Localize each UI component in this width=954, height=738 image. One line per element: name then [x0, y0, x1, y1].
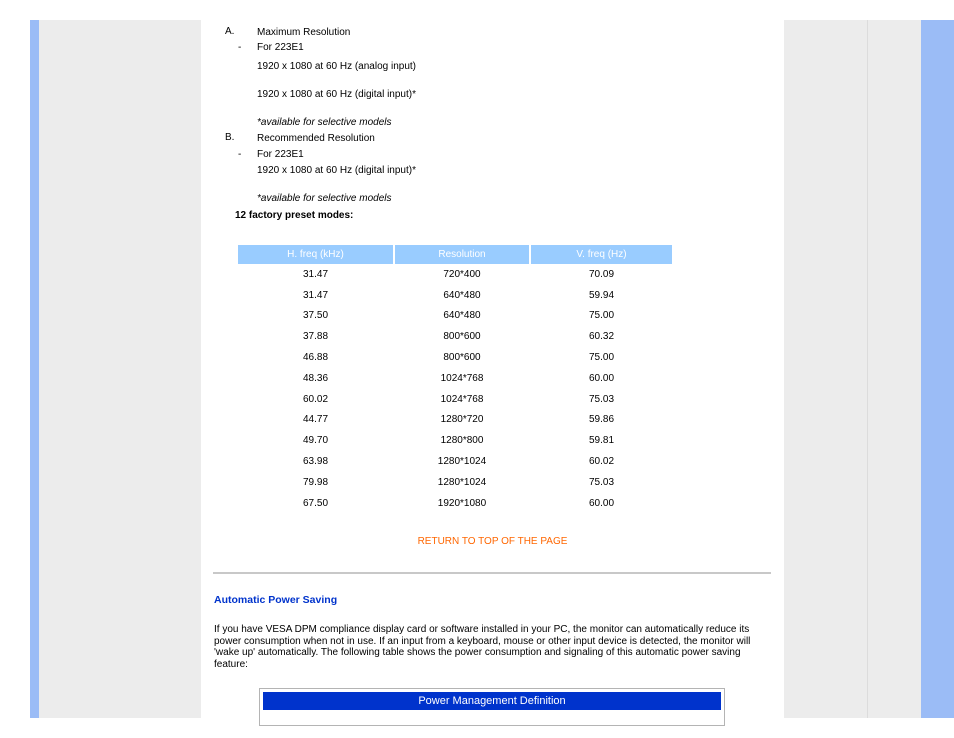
- resolution-cell: 1920*1080: [437, 497, 487, 509]
- hfreq-cell: 60.02: [302, 393, 329, 405]
- resolution-cell: 720*400: [443, 268, 481, 280]
- resolution-cell: 800*600: [443, 352, 481, 364]
- right-blue-bar: [921, 20, 954, 718]
- rec-res-model: For 223E1: [257, 149, 304, 160]
- hfreq-cell: 44.77: [302, 414, 329, 426]
- resolution-cell: 1280*1024: [437, 476, 487, 488]
- resolution-cell: 1280*800: [440, 435, 484, 447]
- col-header-resolution: Resolution: [395, 245, 529, 264]
- table-row: [238, 264, 672, 285]
- vfreq-cell: 60.00: [588, 372, 615, 384]
- col-header-vfreq: V. freq (Hz): [531, 245, 672, 264]
- list-marker-a: A.: [225, 26, 235, 37]
- power-management-table: [259, 688, 725, 726]
- power-management-header: Power Management Definition: [263, 692, 721, 710]
- left-gray-margin: [39, 20, 201, 718]
- hfreq-cell: 37.50: [302, 310, 329, 322]
- hfreq-cell: 31.47: [302, 268, 329, 280]
- col-header-hfreq: H. freq (kHz): [238, 245, 393, 264]
- preset-modes-title: 12 factory preset modes:: [235, 210, 354, 221]
- vfreq-cell: 60.32: [588, 331, 615, 343]
- rec-res-digital: 1920 x 1080 at 60 Hz (digital input)*: [257, 165, 416, 176]
- hfreq-cell: 46.88: [302, 352, 329, 364]
- vfreq-cell: 75.00: [588, 310, 615, 322]
- max-res-model: For 223E1: [257, 42, 304, 53]
- table-row: [238, 493, 672, 514]
- max-res-note: *available for selective models: [257, 117, 392, 128]
- section-divider: [213, 572, 771, 574]
- resolution-cell: 640*480: [443, 310, 481, 322]
- hfreq-cell: 48.36: [302, 372, 329, 384]
- hfreq-cell: 37.88: [302, 331, 329, 343]
- rec-res-note: *available for selective models: [257, 193, 392, 204]
- table-row: [238, 472, 672, 493]
- vfreq-cell: 60.00: [588, 497, 615, 509]
- table-row: [238, 326, 672, 347]
- table-row: [238, 285, 672, 306]
- vfreq-cell: 75.00: [588, 352, 615, 364]
- max-resolution-label: Maximum Resolution: [257, 27, 351, 38]
- list-dash-a: -: [238, 42, 242, 53]
- list-dash-b: -: [238, 149, 242, 160]
- table-header-row: [238, 245, 672, 264]
- power-saving-title: Automatic Power Saving: [214, 594, 338, 606]
- power-saving-paragraph: If you have VESA DPM compliance display card or software installed in your PC, the monitor can automatically reduce its power consumption when not in use. If an input from a keyboard, mouse or other input device is detected, the monitor will 'wake up' automatically. The following table shows the power consumption and signaling of this automatic power saving feature:: [214, 624, 751, 670]
- vfreq-cell: 75.03: [588, 476, 615, 488]
- list-marker-b: B.: [225, 132, 235, 143]
- table-row: [238, 410, 672, 431]
- resolution-cell: 1280*1024: [437, 456, 487, 468]
- vfreq-cell: 60.02: [588, 456, 615, 468]
- vfreq-cell: 59.86: [588, 414, 615, 426]
- hfreq-cell: 49.70: [302, 435, 329, 447]
- right-gray-margin: [784, 20, 921, 718]
- recommended-resolution-label: Recommended Resolution: [257, 133, 375, 144]
- return-to-top-link[interactable]: RETURN TO TOP OF THE PAGE: [417, 536, 568, 547]
- resolution-cell: 1280*720: [440, 414, 484, 426]
- preset-modes-table: [236, 245, 674, 514]
- table-row: [238, 451, 672, 472]
- resolution-cell: 1024*768: [440, 372, 484, 384]
- max-res-analog: 1920 x 1080 at 60 Hz (analog input): [257, 61, 416, 72]
- resolution-cell: 1024*768: [440, 393, 484, 405]
- max-res-digital: 1920 x 1080 at 60 Hz (digital input)*: [257, 89, 416, 100]
- resolution-cell: 800*600: [443, 331, 481, 343]
- document-content: [201, 20, 784, 718]
- left-blue-bar: [30, 20, 39, 718]
- table-row: [238, 430, 672, 451]
- vfreq-cell: 59.81: [588, 435, 615, 447]
- table-row: [238, 347, 672, 368]
- vfreq-cell: 59.94: [588, 289, 615, 301]
- vfreq-cell: 70.09: [588, 268, 615, 280]
- table-row: [238, 368, 672, 389]
- hfreq-cell: 79.98: [302, 476, 329, 488]
- right-margin-divider: [867, 20, 868, 718]
- table-row: [238, 306, 672, 327]
- hfreq-cell: 67.50: [302, 497, 329, 509]
- table-row: [238, 389, 672, 410]
- hfreq-cell: 63.98: [302, 456, 329, 468]
- resolution-cell: 640*480: [443, 289, 481, 301]
- vfreq-cell: 75.03: [588, 393, 615, 405]
- hfreq-cell: 31.47: [302, 289, 329, 301]
